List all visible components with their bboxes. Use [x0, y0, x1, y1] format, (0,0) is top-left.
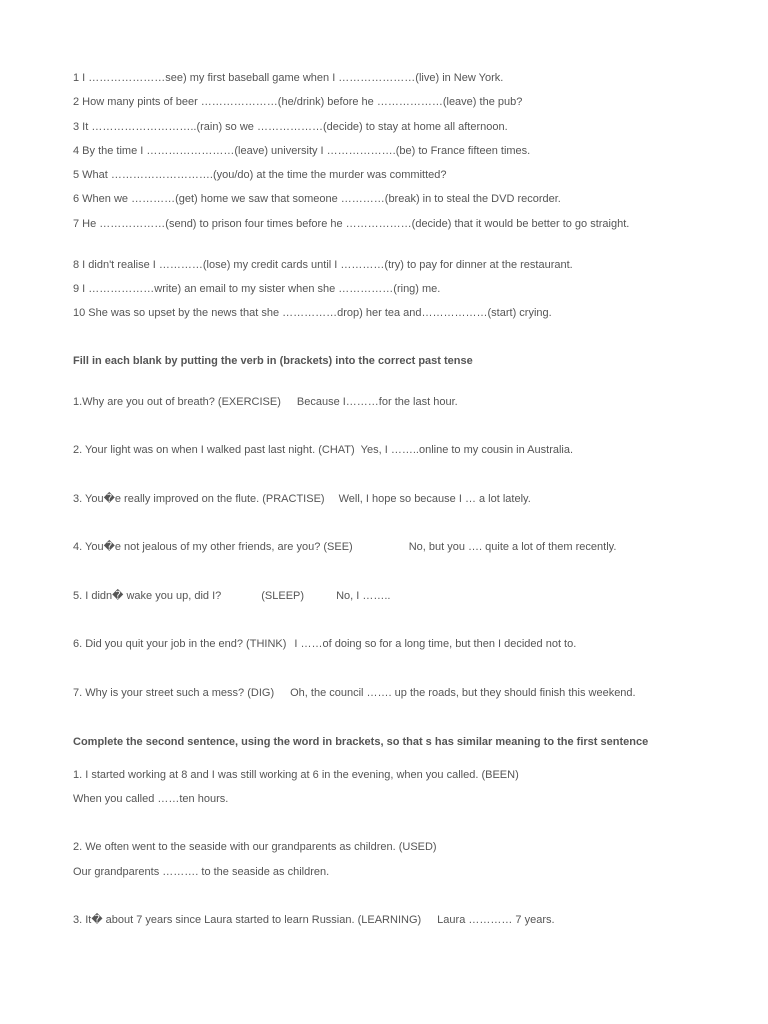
exercise1-item-7: 7 He ………………(send) to prison four times before he ………………(decide) that it would be better to go straight. [73, 218, 630, 230]
answer: No, I …….. [336, 590, 391, 602]
exercise1-item-1: 1 I …………………see) my first baseball game when I …………………(live) in New York. [73, 72, 504, 84]
answer: Because I………for the last hour. [296, 396, 458, 408]
question: 2. Your light was on when I walked past last night. (CHAT) [73, 444, 355, 456]
exercise2-item-4 [73, 540, 616, 555]
answer: Well, I hope so because I … a lot lately. [338, 493, 531, 505]
question: 1.Why are you out of breath? (EXERCISE) [73, 396, 281, 408]
exercise2-item-3 [73, 492, 531, 507]
exercise1-item-10: 10 She was so upset by the news that she ……………drop) her tea and………………(start) crying. [73, 307, 552, 319]
question: 7. Why is your street such a mess? (DIG) [73, 687, 275, 699]
exercise3-item-2-answer: Our grandparents ………. to the seaside as children. [73, 866, 330, 878]
answer: Yes, I ……..online to my cousin in Australia. [360, 444, 574, 456]
exercise3-heading: Complete the second sentence, using the word in brackets, so that s has similar meaning to the first sentence [73, 736, 649, 748]
exercise3-item-1-answer: When you called ……ten hours. [73, 793, 229, 805]
exercise1-item-8: 8 I didn't realise I …………(lose) my credit cards until I …………(try) to pay for dinner at the restaurant. [73, 259, 573, 271]
exercise2-item-1 [73, 395, 458, 410]
answer: I ……of doing so for a long time, but then I decided not to. [294, 638, 577, 650]
exercise2-heading: Fill in each blank by putting the verb in (brackets) into the correct past tense [73, 355, 473, 367]
question: 6. Did you quit your job in the end? (THINK) [73, 638, 287, 650]
exercise2-item-6 [73, 637, 576, 652]
exercise2-item-2 [73, 443, 573, 458]
exercise2-item-5 [73, 589, 390, 604]
answer: No, but you …. quite a lot of them recently. [408, 541, 617, 553]
exercise3-item-3 [73, 913, 555, 928]
exercise1-item-2: 2 How many pints of beer …………………(he/drink) before he ………………(leave) the pub? [73, 96, 523, 108]
question: 4. You�e not jealous of my other friends, are you? (SEE) [73, 541, 353, 553]
question: 3. You�e really improved on the flute. (PRACTISE) [73, 493, 325, 505]
exercise3-item-2-question: 2. We often went to the seaside with our grandparents as children. (USED) [73, 841, 437, 853]
exercise1-item-5: 5 What ……………………….(you/do) at the time the murder was committed? [73, 169, 447, 181]
question: 5. I didn� wake you up, did I? [73, 590, 222, 602]
exercise1-item-4: 4 By the time I ……………………(leave) university I ……………….(be) to France fifteen times. [73, 145, 531, 157]
exercise3-item-1-question: 1. I started working at 8 and I was still working at 6 in the evening, when you called. (BEEN) [73, 769, 519, 781]
exercise1-item-3: 3 It ………………………..(rain) so we ………………(decide) to stay at home all afternoon. [73, 121, 508, 133]
exercise2-item-7 [73, 686, 636, 701]
answer: Oh, the council ……. up the roads, but they should finish this weekend. [290, 687, 636, 699]
verb-hint: (SLEEP) [261, 590, 305, 602]
exercise1-item-9: 9 I ………………write) an email to my sister when she ……………(ring) me. [73, 283, 441, 295]
exercise1-item-6: 6 When we …………(get) home we saw that someone …………(break) in to steal the DVD recorder. [73, 193, 561, 205]
question: 3. It� about 7 years since Laura started to learn Russian. (LEARNING) [73, 914, 422, 926]
answer: Laura ………… 7 years. [437, 914, 555, 926]
